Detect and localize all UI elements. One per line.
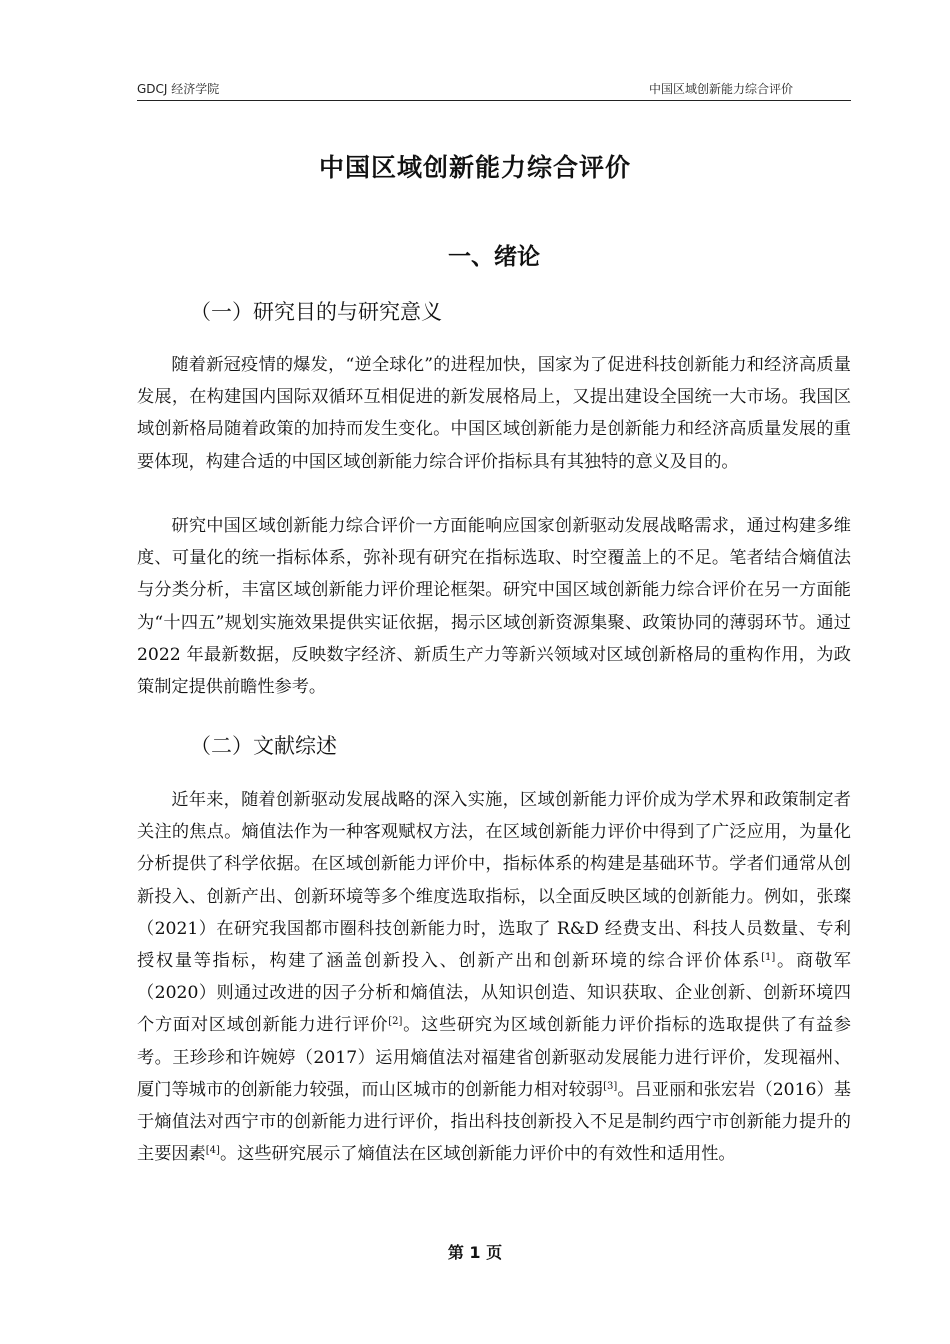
citation-1: [1] <box>761 952 776 964</box>
page-header <box>137 78 851 101</box>
section-heading-introduction: 一、绪论 <box>448 244 540 270</box>
subsection-heading-literature: （二）文献综述 <box>190 734 337 758</box>
literature-text-c: 。这些研究为区域创新能力评价指标的选取提供了有益参考。王珍珍和许婉婷（2017）运用熵值法对福建省创新驱动发展能力进行评价，发现福州、厦门等城市的创新能力较强，而山区城市的创新能力相对较弱 <box>137 1015 851 1100</box>
literature-text-e: 。这些研究展示了熵值法在区域创新能力评价中的有效性和适用性。 <box>219 1144 736 1165</box>
literature-text-b: 。商敬军（2020）则通过改进的因子分析和熵值法，从知识创造、知识获取、企业创新、创新环境四个方面对区域创新能力进行评价 <box>137 951 851 1036</box>
literature-text-a: 近年来，随着创新驱动发展战略的深入实施，区域创新能力评价成为学术界和政策制定者关注的焦点。熵值法作为一种客观赋权方法，在区域创新能力评价中得到了广泛应用，为量化分析提供了科学依据。在区域创新能力评价中，指标体系的构建是基础环节。学者们通常从创新投入、创新产出、创新环境等多个维度选取指标，以全面反映区域的创新能力。例如，张璨（2021）在研究我国都市圈科技创新能力时，选取了 R&D 经费支出、科技人员数量、专利授权量等指标，构建了涵盖创新投入、创新产出和创新环境的综合评价体系 <box>137 790 851 972</box>
paragraph-purpose-2: 研究中国区域创新能力综合评价一方面能响应国家创新驱动发展战略需求，通过构建多维度、可量化的统一指标体系，弥补现有研究在指标选取、时空覆盖上的不足。笔者结合熵值法与分类分析，丰富区域创新能力评价理论框架。研究中国区域创新能力综合评价在另一方面能为“十四五”规划实施效果提供实证依据，揭示区域创新资源集聚、政策协同的薄弱环节。通过 2022 年最新数据，反映数字经济、新质生产力等新兴领域对区域创新格局的重构作用，为政策制定提供前瞻性参考。 <box>137 516 851 698</box>
header-right-text: 中国区域创新能力综合评价 <box>648 82 793 96</box>
subsection-heading-purpose: （一）研究目的与研究意义 <box>190 300 442 324</box>
citation-2: [2] <box>388 1016 403 1028</box>
header-left-text: GDCJ 经济学院 <box>137 82 220 96</box>
citation-4: [4] <box>205 1145 220 1157</box>
document-title: 中国区域创新能力综合评价 <box>318 153 631 182</box>
paragraph-purpose-1: 随着新冠疫情的爆发，“逆全球化”的进程加快，国家为了促进科技创新能力和经济高质量发展，在构建国内国际双循环互相促进的新发展格局上，又提出建设全国统一大市场。我国区域创新格局随着政策的加持而发生变化。中国区域创新能力是创新能力和经济高质量发展的重要体现，构建合适的中国区域创新能力综合评价指标具有其独特的意义及目的。 <box>137 355 851 472</box>
literature-text-d: 。吕亚丽和张宏岩（2016）基于熵值法对西宁市的创新能力进行评价，指出科技创新投入不足是制约西宁市创新能力提升的主要因素 <box>137 1079 851 1165</box>
page-number: 第 1 页 <box>447 1243 503 1262</box>
paragraph-literature-1 <box>137 784 851 1170</box>
citation-3: [3] <box>603 1080 618 1092</box>
